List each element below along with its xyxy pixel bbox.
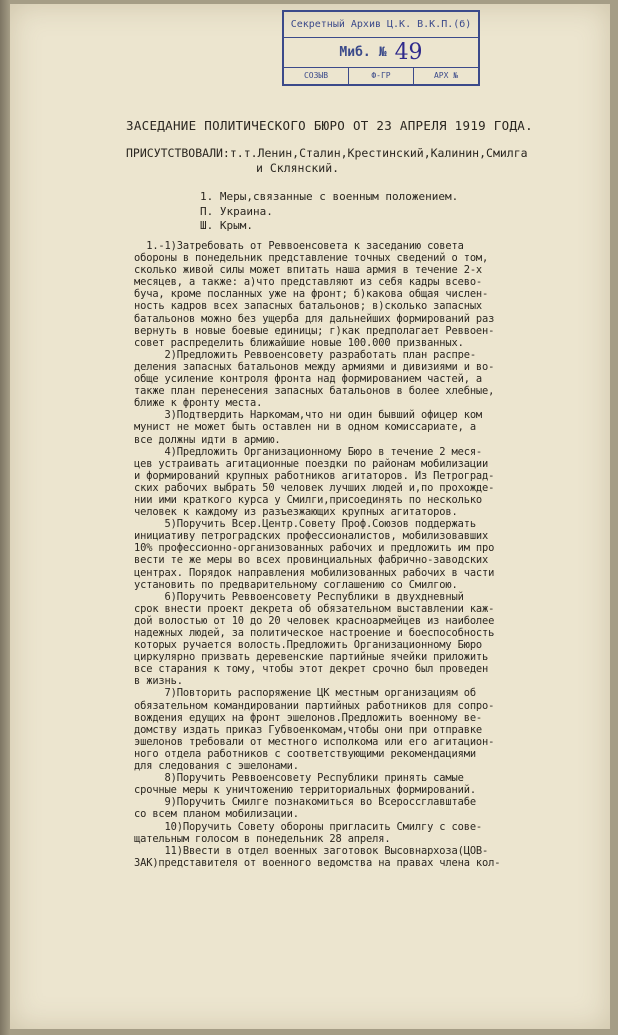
text-line: человек к каждому из разъезжающих крупных агитаторов. [134, 506, 458, 519]
archive-stamp [282, 10, 480, 86]
text-line: домству издать приказ Губвоенкомам,чтобы они при отправке [134, 723, 483, 736]
text-line: ЗАК)представителя от военного ведомства на правах члена кол- [134, 856, 501, 869]
stamp-cells [284, 68, 478, 84]
agenda-item: П. Украина. [200, 204, 273, 218]
text-line: обще усиление контроля фронта над формированием частей, а [134, 373, 483, 386]
text-line: дой волостью от 10 до 20 человек красноармейцев из наиболее [134, 614, 495, 627]
text-line: 9)Поручить Смилге познакомиться во Всероссглавштабе [134, 796, 476, 809]
text-line: обороны в понедельник представление точных сведений о том, [134, 252, 489, 265]
text-line: батальонов можно без ущерба для дальнейших формирований раз [134, 312, 495, 325]
agenda-item: Ш. Крым. [200, 219, 253, 232]
agenda-list [200, 190, 580, 234]
text-line: ного отдела работников с соответствующими рекомендациями [134, 747, 476, 760]
text-line: буча, кроме посланных уже на фронт; б)какова общая числен- [134, 288, 489, 301]
text-line: цев устраивать агитационные поездки по районам мобилизации [134, 457, 489, 470]
text-line: со всем планом мобилизации. [134, 808, 299, 821]
attendees-line-2: и Склянский. [256, 161, 340, 175]
text-line: срочные меры к уничтожению территориальных формирований. [134, 784, 476, 797]
text-line: 6)Поручить Реввоенсовету Республики в двухдневный [134, 590, 464, 603]
text-line: обязательном командировании партийных работников для сопро- [134, 699, 495, 712]
stamp-number-row [284, 38, 478, 68]
text-line: ближе к фронту места. [134, 397, 263, 410]
page-edge-shadow [0, 0, 10, 1035]
text-line: 4)Предложить Организационному Бюро в течение 2 меся- [134, 445, 483, 458]
text-line: совет распределить ближайшие новые 100.000 призванных. [134, 336, 464, 349]
text-line: 10)Поручить Совету обороны пригласить Смилгу с сове- [134, 820, 483, 833]
text-line: 2)Предложить Реввоенсовету разработать план распре- [134, 348, 476, 361]
text-line: для следования с эшелонами. [134, 760, 299, 773]
text-line: и формирований крупных работников агитаторов. Из Петроград- [134, 469, 495, 482]
text-line: срок внести проект декрета об обязательном выставлении каж- [134, 602, 495, 615]
agenda-item: 1. Меры,связанные с военным положением. [200, 190, 459, 203]
stamp-archive-name: Секретный Архив Ц.К. В.К.П.(б) [284, 12, 478, 38]
text-line: деления запасных батальонов между армиями и дивизиями и во- [134, 360, 495, 373]
text-line: нии ими краткого курса у Смилги,присоединять по несколько [134, 493, 483, 506]
text-line: сколько живой силы может впитать наша армия в течение 2-х [134, 264, 483, 277]
text-line: 1.-1)Затребовать от Реввоенсовета к заседанию совета [134, 240, 464, 252]
text-line: в жизнь. [134, 675, 183, 688]
attendees-line-1: ПРИСУТСТВОВАЛИ:т.т.Ленин,Сталин,Крестинский,Калинин,Смилга [126, 146, 528, 160]
stamp-cell-fund: Ф-ГР [349, 68, 414, 84]
text-line: щательным голосом в понедельник 28 апреля. [134, 832, 391, 845]
stamp-prefix: Миб. [339, 45, 371, 60]
stamp-handwritten-number: 49 [394, 40, 423, 65]
text-line: ских рабочих выбрать 50 человек лучших людей и,по прохожде- [134, 481, 495, 494]
text-line: 10% профессионно-организованных рабочих и предложить им про [134, 542, 495, 555]
text-line: которых ручается волость.Предложить Организационному Бюро [134, 639, 483, 652]
text-line: инициативу петроградских профессионалистов, мобилизовавших [134, 530, 489, 543]
text-line: вождения едущих на фронт эшелонов.Предложить военному ве- [134, 711, 483, 724]
stamp-number-sign: № [378, 45, 387, 60]
text-line: 7)Повторить распоряжение ЦК местным организациям об [134, 687, 476, 700]
text-line: вернуть в новые боевые единицы; г)как предполагает Реввоен- [134, 324, 495, 337]
text-line: все должны идти в армию. [134, 433, 281, 446]
text-line: мунист не может быть оставлен ни в одном комиссариате, а [134, 421, 476, 434]
text-line: также план перенесения запасных батальонов в более хлебные, [134, 385, 495, 398]
text-line: эшелонов требовали от местного исполкома или его агитацион- [134, 735, 495, 748]
text-line: 8)Поручить Реввоенсовету Республики принять самые [134, 772, 464, 785]
text-line: установить по предварительному соглашению со Смилгою. [134, 578, 458, 591]
attendees-block [126, 146, 596, 176]
text-line: 3)Подтвердить Наркомам,что ни один бывший офицер ком [134, 409, 483, 422]
stamp-cell-archive-no: АРХ № [433, 71, 459, 80]
resolution-text [134, 240, 604, 869]
document-title: ЗАСЕДАНИЕ ПОЛИТИЧЕСКОГО БЮРО ОТ 23 АПРЕЛЯ 1919 ГОДА. [126, 118, 533, 133]
text-line: 11)Ввести в отдел военных заготовок Высовнархоза(ЦОВ- [134, 844, 489, 857]
text-line: надежных людей, за политическое настроение и боеспособность [134, 627, 495, 639]
text-line: ность кадров всех запасных батальонов; в)сколько запасных [134, 300, 483, 313]
text-line: все старания к тому, чтобы этот декрет срочно был проведен [134, 663, 489, 676]
stamp-cell-convocation: СОЗЫВ [284, 68, 349, 84]
text-line: центрах. Порядок направления мобилизованных рабочих в части [134, 566, 495, 579]
text-line: циркулярно призвать деревенские партийные ячейки приложить [134, 651, 489, 664]
text-line: 5)Поручить Всер.Центр.Совету Проф.Союзов поддержать [134, 518, 476, 531]
text-line: вести те же меры во всех провинциальных фабрично-заводских [134, 554, 489, 567]
text-line: месяцев, а также: а)что представляют из себя кадры всево- [134, 276, 483, 289]
